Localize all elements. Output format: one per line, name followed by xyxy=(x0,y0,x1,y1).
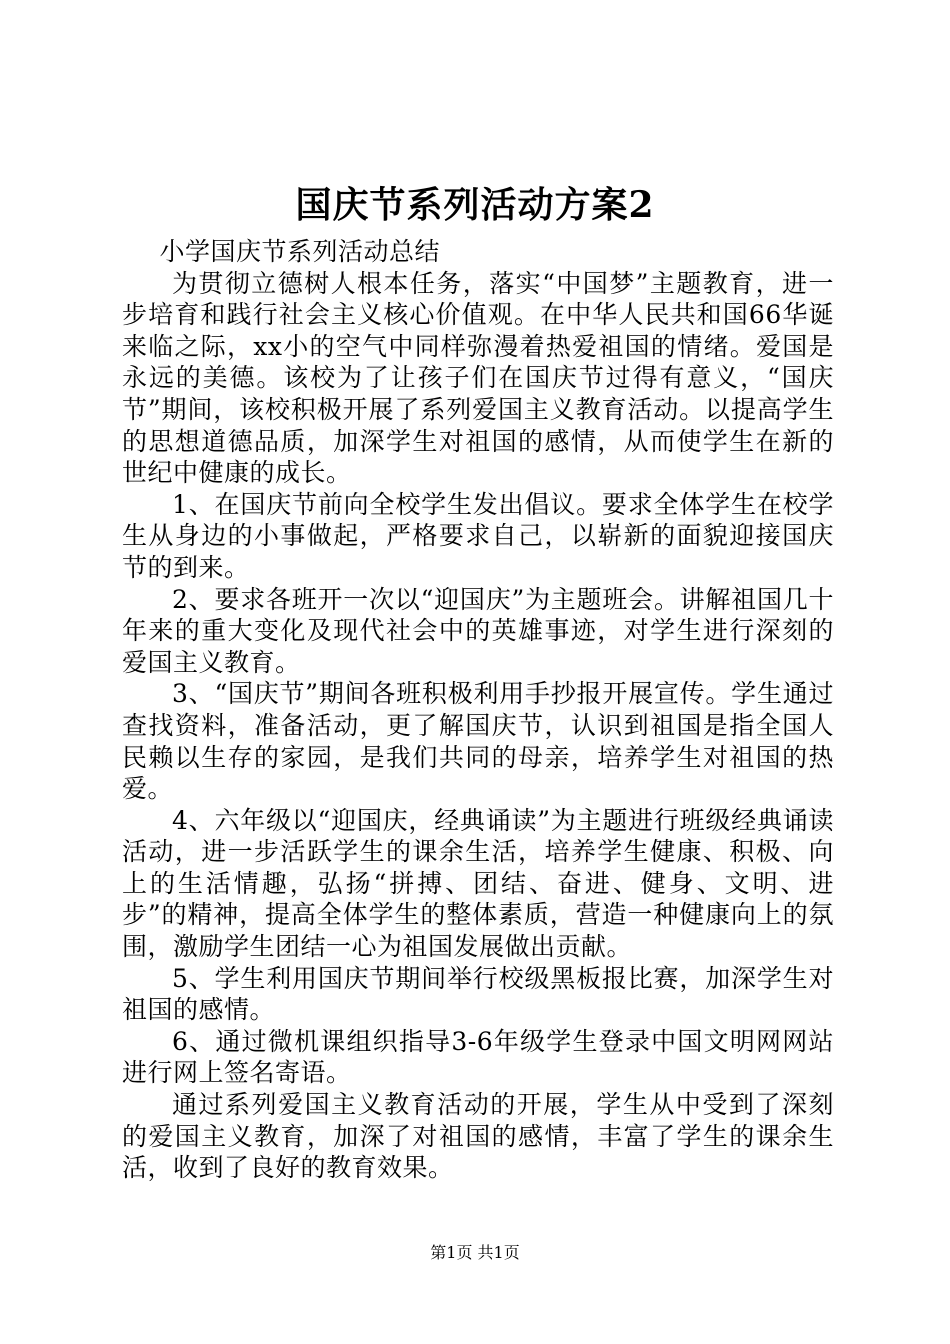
document-subtitle: 小学国庆节系列活动总结 xyxy=(159,237,441,266)
item-paragraph-6: 6、通过微机课组织指导3-6年级学生登录中国文明网网站进行网上签名寄语。 xyxy=(122,1026,834,1088)
item-paragraph-4: 4、六年级以“迎国庆，经典诵读”为主题进行班级经典诵读活动，进一步活跃学生的课余生活，培养学生健康、积极、向上的生活情趣，弘扬“拼搏、团结、奋进、健身、文明、进步”的精神，提高全体学生的整体素质，营造一种健康向上的氛围，激励学生团结一心为祖国发展做出贡献。 xyxy=(122,805,834,962)
item-paragraph-1: 1、在国庆节前向全校学生发出倡议。要求全体学生在校学生从身边的小事做起，严格要求自己，以崭新的面貌迎接国庆节的到来。 xyxy=(122,489,834,582)
item-paragraph-5: 5、学生利用国庆节期间举行校级黑板报比赛，加深学生对祖国的感情。 xyxy=(122,963,834,1025)
intro-paragraph: 为贯彻立德树人根本任务，落实“中国梦”主题教育，进一步培育和践行社会主义核心价值观。在中华人民共和国66华诞来临之际，xx小的空气中同样弥漫着热爱祖国的情绪。爱国是永远的美德。该校为了让孩子们在国庆节过得有意义，“国庆节”期间，该校积极开展了系列爱国主义教育活动。以提高学生的思想道德品质，加深学生对祖国的感情，从而使学生在新的世纪中健康的成长。 xyxy=(122,268,834,488)
item-paragraph-3: 3、“国庆节”期间各班积极利用手抄报开展宣传。学生通过查找资料，准备活动，更了解国庆节，认识到祖国是指全国人民赖以生存的家园，是我们共同的母亲，培养学生对祖国的热爱。 xyxy=(122,679,834,804)
page-footer: 第1页 共1页 xyxy=(430,1243,520,1262)
conclusion-paragraph: 通过系列爱国主义教育活动的开展，学生从中受到了深刻的爱国主义教育，加深了对祖国的感情，丰富了学生的课余生活，收到了良好的教育效果。 xyxy=(122,1090,834,1183)
document-body xyxy=(122,236,834,1184)
document-title: 国庆节系列活动方案2 xyxy=(295,184,655,226)
item-paragraph-2: 2、要求各班开一次以“迎国庆”为主题班会。讲解祖国几十年来的重大变化及现代社会中的英雄事迹，对学生进行深刻的爱国主义教育。 xyxy=(122,584,834,677)
